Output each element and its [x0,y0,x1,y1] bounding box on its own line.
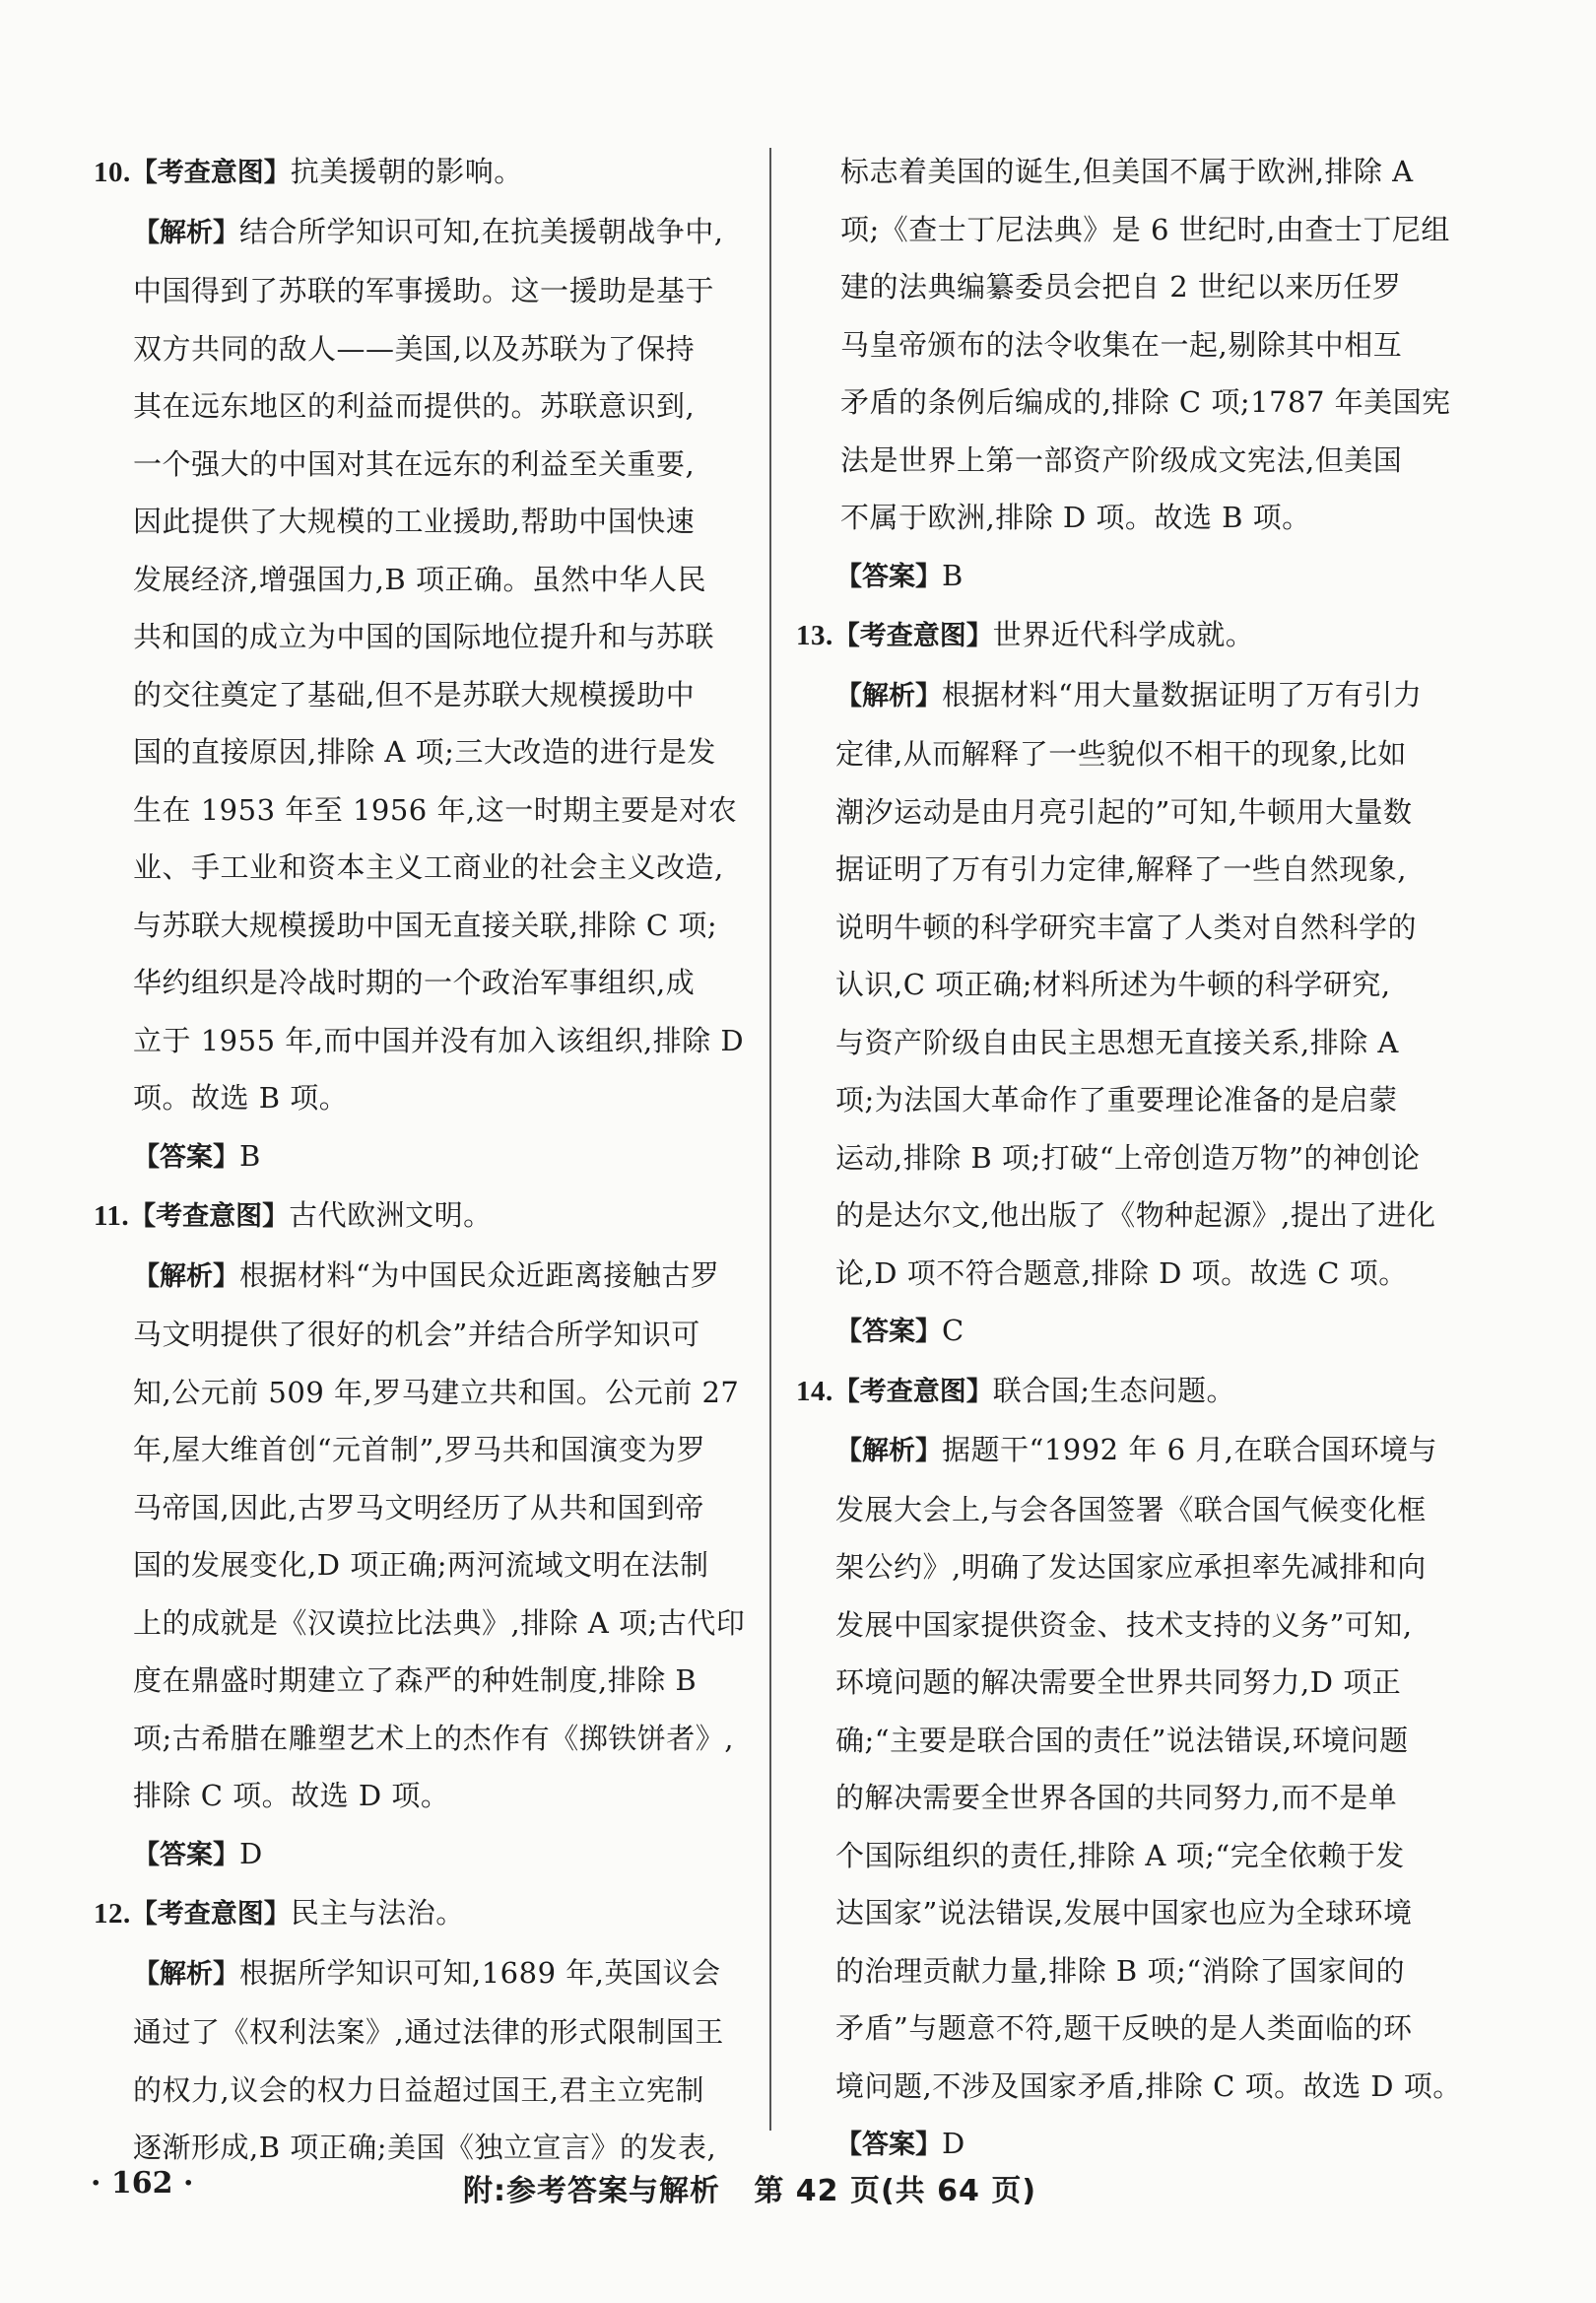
left-column [94,143,744,2177]
analysis-line: 【解析】据题干“1992 年 6 月,在联合国环境与 [835,1433,1437,1466]
analysis-line: 共和国的成立为中国的国际地位提升和与苏联 [133,620,715,653]
answer-value: C [942,1314,964,1347]
analysis-line: 与资产阶级自由民主思想无直接关系,排除 A [835,1025,1399,1059]
analysis-line: 度在鼎盛时期建立了森严的种姓制度,排除 B [133,1663,698,1697]
intent-text: 民主与法治。 [290,1896,465,1930]
intent-tag: 【考查意图】 [832,1376,993,1407]
analysis-line: 法是世界上第一部资产阶级成文宪法,但美国 [840,442,1403,477]
answer-tag: 【答案】 [133,1839,239,1870]
analysis-line: 上的成就是《汉谟拉比法典》,排除 A 项;古代印 [133,1605,746,1640]
answer-line [796,547,1456,607]
analysis-line: 【解析】根据所学知识可知,1689 年,英国议会 [133,1955,721,1990]
question-number: 11. [94,1200,130,1232]
analysis-line: 的交往奠定了基础,但不是苏联大规模援助中 [133,677,696,711]
analysis-line: 矛盾”与题意不符,题干反映的是人类面临的环 [835,2011,1413,2045]
analysis-line: 知,公元前 509 年,罗马建立共和国。公元前 27 [133,1375,740,1409]
question-14-header [796,1362,1456,1422]
analysis-line: 【解析】结合所学知识可知,在抗美援朝战争中, [133,214,724,248]
analysis-line: 逐渐形成,B 项正确;美国《独立宣言》的发表, [133,2131,717,2164]
question-10-header [94,143,744,203]
analysis-line: 境问题,不涉及国家矛盾,排除 C 项。故选 D 项。 [835,2068,1462,2103]
analysis-line: 标志着美国的诞生,但美国不属于欧洲,排除 A [840,155,1414,188]
analysis-line: 据证明了万有引力定律,解释了一些自然现象, [835,852,1407,886]
analysis-line: 说明牛顿的科学研究丰富了人类对自然科学的 [835,910,1418,944]
analysis-line: 排除 C 项。故选 D 项。 [133,1779,450,1812]
analysis-line: 项;《查士丁尼法典》是 6 世纪时,由查士丁尼组 [840,212,1450,246]
analysis-line: 定律,从而解释了一些貌似不相干的现象,比如 [835,737,1407,771]
analysis-line: 建的法典编纂委员会把自 2 世纪以来历任罗 [840,270,1402,304]
answer-value: B [942,558,964,592]
question-number: 14. [796,1375,833,1407]
analysis-line: 论,D 项不符合题意,排除 D 项。故选 C 项。 [835,1255,1408,1290]
analysis-line: 马帝国,因此,古罗马文明经历了从共和国到帝 [133,1490,704,1524]
analysis-line: 不属于欧洲,排除 D 项。故选 B 项。 [840,501,1311,534]
analysis-line: 通过了《权利法案》,通过法律的形式限制国王 [133,2015,724,2049]
analysis-line: 年,屋大维首创“元首制”,罗马共和国演变为罗 [133,1433,706,1466]
analysis-line: 一个强大的中国对其在远东的利益至关重要, [133,446,696,481]
analysis-line: 运动,排除 B 项;打破“上帝创造万物”的神创论 [835,1140,1421,1175]
intent-tag: 【考查意图】 [832,621,993,651]
analysis-line: 环境问题的解决需要全世界共同努力,D 项正 [835,1665,1402,1699]
analysis-line: 因此提供了大规模的工业援助,帮助中国快速 [133,505,696,538]
analysis-line: 个国际组织的责任,排除 A 项;“完全依赖于发 [835,1838,1405,1872]
analysis-tag: 【解析】 [133,217,239,248]
analysis-line: 的是达尔文,他出版了《物种起源》,提出了进化 [835,1198,1436,1232]
analysis-line: 国的发展变化,D 项正确;两河流域文明在法制 [133,1548,709,1582]
question-number: 10. [94,157,131,188]
intent-tag: 【考查意图】 [130,1899,291,1930]
analysis-line: 马皇帝颁布的法令收集在一起,剔除其中相互 [840,327,1403,362]
analysis-line: 潮汐运动是由月亮引起的”可知,牛顿用大量数 [835,794,1413,829]
analysis-tag: 【解析】 [835,680,942,711]
column-divider [769,148,771,2131]
intent-tag: 【考查意图】 [130,158,291,188]
analysis-line: 认识,C 项正确;材料所述为牛顿的科学研究, [835,968,1391,1001]
intent-text: 联合国;生态问题。 [992,1373,1236,1407]
answer-line [94,1825,744,1885]
answer-value: B [239,1138,261,1173]
analysis-line: 项;为法国大革命作了重要理论准备的是启蒙 [835,1083,1398,1117]
intent-text: 抗美援朝的影响。 [290,155,523,188]
page-footer [0,2166,1596,2215]
analysis-line: 【解析】根据材料“为中国民众近距离接触古罗 [133,1257,720,1292]
question-11-header [94,1186,744,1247]
answer-value: D [239,1836,263,1870]
analysis-line: 马文明提供了很好的机会”并结合所学知识可 [133,1318,700,1351]
analysis-line: 的治理贡献力量,排除 B 项;“消除了国家间的 [835,1953,1406,1988]
analysis-line: 确;“主要是联合国的责任”说法错误,环境问题 [835,1723,1409,1757]
analysis-line: 架公约》,明确了发达国家应承担率先减排和向 [835,1550,1427,1584]
analysis-line: 【解析】根据材料“用大量数据证明了万有引力 [835,677,1423,711]
analysis-line: 与苏联大规模援助中国无直接关联,排除 C 项; [133,908,718,942]
analysis-tag: 【解析】 [133,1958,239,1990]
footer-title: 附:参考答案与解析 第 42 页(共 64 页) [463,2174,1037,2208]
answer-tag: 【答案】 [835,1317,942,1347]
question-12-header [94,1884,744,1944]
question-number: 12. [94,1898,131,1930]
analysis-line: 项;古希腊在雕塑艺术上的杰作有《掷铁饼者》, [133,1721,734,1755]
answer-tag: 【答案】 [835,561,942,592]
analysis-line: 项。故选 B 项。 [133,1081,349,1115]
answer-tag: 【答案】 [133,1141,239,1173]
page-number: · 162 · [91,2166,194,2201]
answer-line [94,1127,744,1187]
intent-tag: 【考查意图】 [129,1201,290,1232]
analysis-line: 国的直接原因,排除 A 项;三大改造的进行是发 [133,735,716,769]
right-column [796,143,1462,2175]
analysis-tag: 【解析】 [133,1260,239,1292]
analysis-line: 发展中国家提供资金、技术支持的义务”可知, [835,1607,1413,1642]
intent-text: 世界近代科学成就。 [992,618,1255,651]
analysis-line: 生在 1953 年至 1956 年,这一时期主要是对农 [133,792,738,827]
question-number: 13. [796,620,833,651]
analysis-line: 达国家”说法错误,发展中国家也应为全球环境 [835,1896,1413,1930]
analysis-line: 华约组织是冷战时期的一个政治军事组织,成 [133,966,696,999]
analysis-line: 发展经济,增强国力,B 项正确。虽然中华人民 [133,562,706,596]
analysis-line: 立于 1955 年,而中国并没有加入该组织,排除 D [133,1023,745,1057]
answer-value: D [942,2127,965,2160]
answer-tag: 【答案】 [835,2130,942,2160]
analysis-line: 的权力,议会的权力日益超过国王,君主立宪制 [133,2072,704,2107]
analysis-line: 矛盾的条例后编成的,排除 C 项;1787 年美国宪 [840,385,1451,419]
analysis-tag: 【解析】 [835,1436,942,1466]
analysis-line: 双方共同的敌人——美国,以及苏联为了保持 [133,331,696,366]
analysis-line: 其在远东地区的利益而提供的。苏联意识到, [133,389,696,423]
analysis-line: 的解决需要全世界各国的共同努力,而不是单 [835,1781,1398,1814]
answer-line [796,1302,1456,1362]
analysis-line: 发展大会上,与会各国签署《联合国气候变化框 [835,1492,1427,1526]
analysis-line: 中国得到了苏联的军事援助。这一援助是基于 [133,274,715,307]
intent-text: 古代欧洲文明。 [289,1198,493,1232]
question-13-header [796,606,1456,666]
analysis-line: 业、手工业和资本主义工商业的社会主义改造, [133,850,724,884]
